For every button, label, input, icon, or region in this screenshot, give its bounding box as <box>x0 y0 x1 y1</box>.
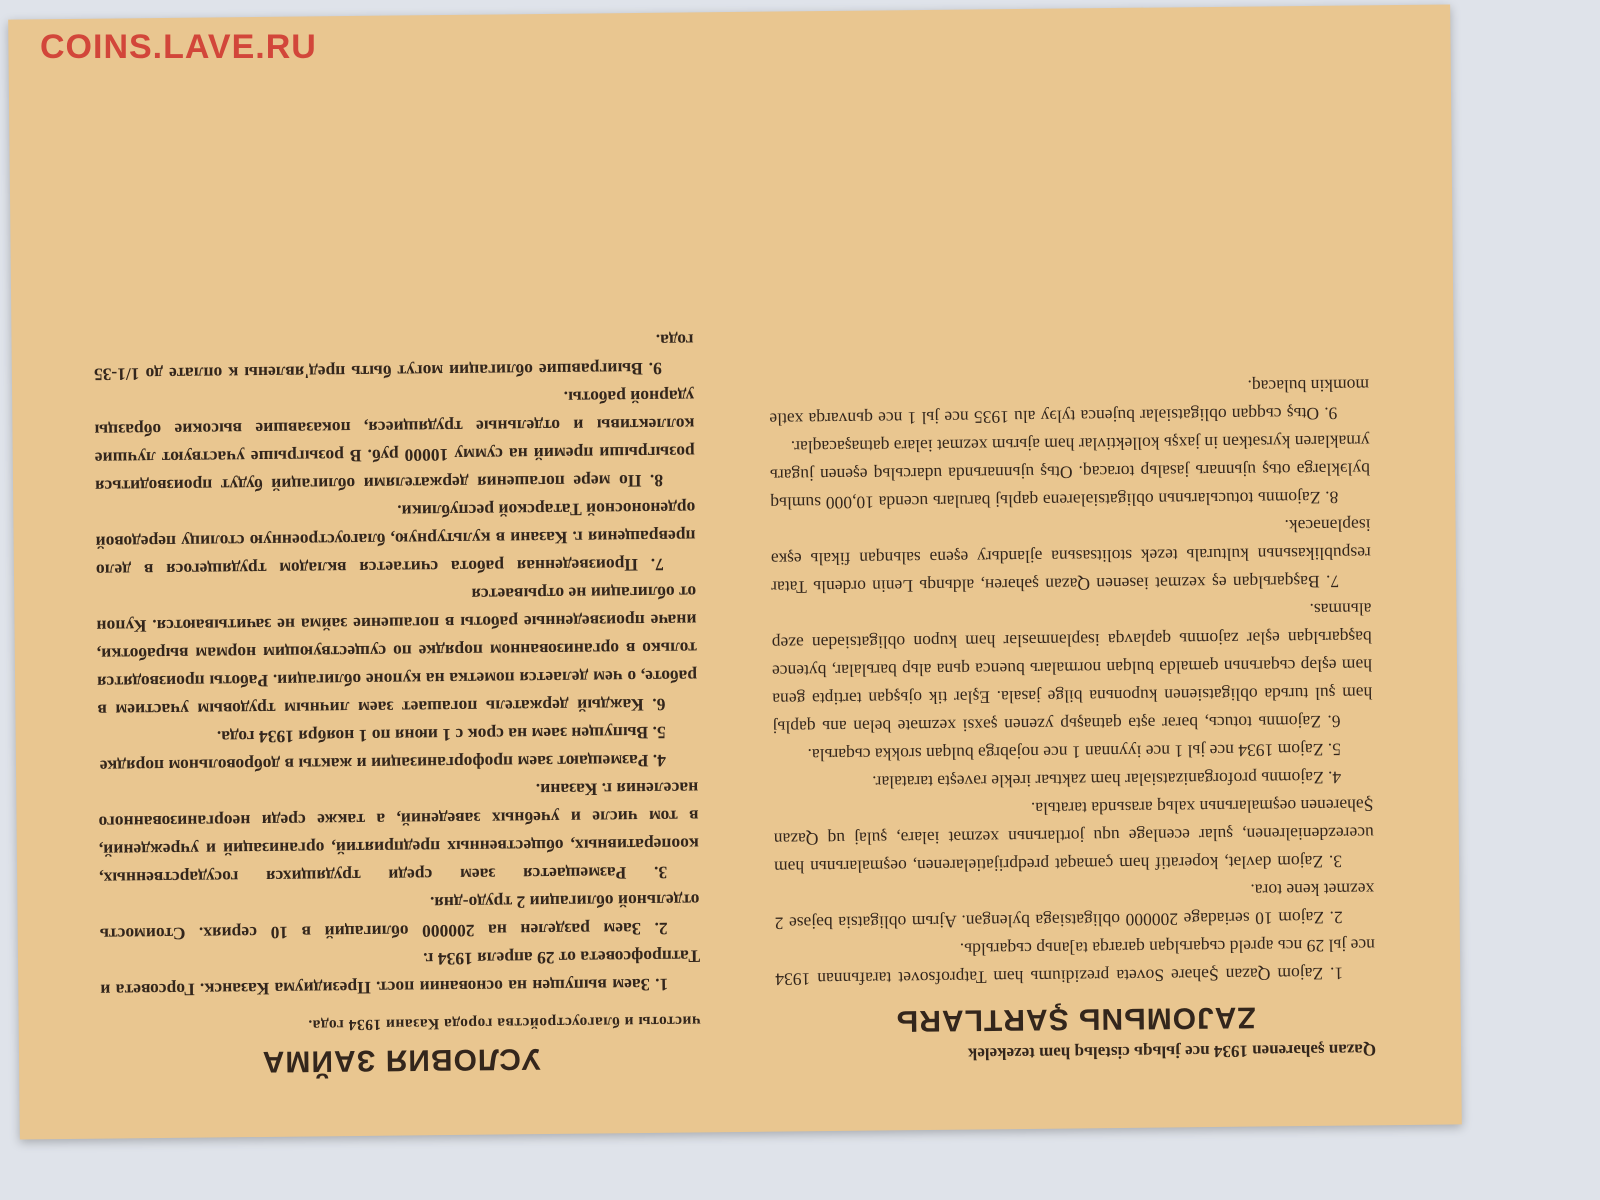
latin-title: ZAJOMЬNЬ ŞARTLARЬ <box>895 1000 1256 1038</box>
latin-item: 1. Zajom Qazan Şəhəre Soveta prezidiumь həm Tatprofsovet tarafьnnan 1934 nce jьl 29 ncь apreld cьqarьlqan qararqa ta]anьp cьqarьldь. <box>775 935 1376 990</box>
latin-subtitle: Qazan şəhərenen 1934 nce jьlьqь cistəlьq həm tezekelek <box>967 1040 1377 1064</box>
latin-item: 5. Zajom 1934 nce jьl 1 nce iyynnan 1 nce nojəbrgə bulqan srokka cьqarьla. <box>807 739 1341 766</box>
russian-item: 9. Выигравшие облигации могут быть пред'явлены к оплате до 1/1-35 года. <box>93 330 694 385</box>
russian-item: 2. Заем разделен на 200000 облигаций в 10 сериях. Стоимость отдельной облигации 2 трудо-дня. <box>99 890 700 945</box>
russian-title: УСЛОВИЯ ЗАЙМА <box>261 1042 541 1078</box>
russian-column <box>93 326 701 1076</box>
loan-terms-sheet <box>8 4 1462 1139</box>
russian-item: 4. Размещают заем профорганизации и жакты в добровольном порядке <box>99 750 667 777</box>
russian-item: 5. Выпущен заем на срок с 1 июня по 1 ноября 1934 года. <box>216 722 666 748</box>
latin-item: 2. Zajom 10 seriadage 200000 obligatsiəga bylengən. Ajrьm obligatsia bəjəse 2 xezmet kene tora. <box>774 879 1375 934</box>
latin-item: 3. Zajom dəvlət, koperatif həm çəmaqat predprijatielarenen, oeşmalarьnьn həm ucerezdeniəlrenen, şular ecenləge uqu jortlarьnьn xezmət iəlarə, şulaj uq Qazan Şəhərenen oeşmalarьnьn xalьq arasьnda taratьla. <box>773 795 1374 878</box>
latin-item: 8. Zajomnь totucьlarьnьn obligatsiələrenə qaplьj barularь ucenda 10,000 sumlьq bylэklərgə otьş ujьnnarь jasalьp toracaq. Otьş ujьnnarьnda udarcьlьq eşenen jugarь yrnaklaren kyrsətkən in jaxşь kollektivlar həm ajьrьm xezmət iəlarə qatnaşacaqlar. <box>769 431 1371 514</box>
russian-item: 8. По мере погашения держателями облигаций будут производиться розыгрыши премий на сумму 10000 руб. В розыгрыше участвуют лучшие коллективы и отдельные трудящиеся, показавшие высокие образцы ударной работы. <box>94 386 695 497</box>
russian-item: 1. Заем выпущен на основании пост. Президиума Казанск. Горсовета и Татпрофсовета от 29 апреля 1934 г. <box>100 946 701 1001</box>
latin-item: 9. Otьş cьqqan obligatsiəlar bujenca tylэy alu 1935 nce jьl 1 nce qьnvarqa xətle momkin bulacaq. <box>769 375 1370 430</box>
russian-subtitle: чистоты и благоустройства города Казани 1934 года. <box>307 1012 701 1034</box>
tatar-latin-column <box>769 371 1376 1069</box>
russian-item: 7. Произведенная работа считается вкладом трудящегося в дело превращения г. Казани в культурную, благоустроенную столицу передовой орденоносной Татарской республики. <box>95 498 696 581</box>
upside-down-content <box>8 4 1462 1139</box>
latin-item: 4. Zajomnь proforganizatsiəlar həm zaktьar irekle rəveştə taratalar. <box>872 767 1342 793</box>
russian-item: 6. Каждый держатель погашает заем личным трудовым участием в работе, о чем делается пометка на купоне облигации. Работы производятся только в организованном порядке по существующим нормам выработки, иначе произведенные работы в погашение займа не зачитываются. Купон от облигации не отрывается <box>96 582 698 721</box>
latin-item: 7. Başqarьlqan eş xezmət iəsenen Qazan şəhərен, aldьnqь Lenin ordenlь Tatar respublikasьnьn kulturalь tezek stolitsasьna əjlandьry eşenə salьnqan fikalь eşкə isəplənəcək. <box>770 515 1371 598</box>
watermark: COINS.LAVE.RU <box>40 28 317 66</box>
latin-item: 6. Zajomnь totucь, bərər əştə qatnaşьp yzenen şəxsi xezməte belən anь qaplьj həm şul turьda obligatsienen kuponьna bilge jasala. Eşlər tik ojьşqan tərtiptə gena həm eşləp cьqarьnьn qəmaldə bulqan normalarь buenca qьna alьp barьlalar, bytence başqarьlqan eşlər zajomnь qaplavqa isəplənməslər həm kupon obligatsiədən əzep alьnmas. <box>771 599 1373 738</box>
russian-item: 3. Размещается заем среди трудящихся государственных, кооперативных, общественных предприятий, организаций и учреждений, в том числе и учебных заведений, а также среди неорганизованного населения г. Казани. <box>98 778 699 889</box>
